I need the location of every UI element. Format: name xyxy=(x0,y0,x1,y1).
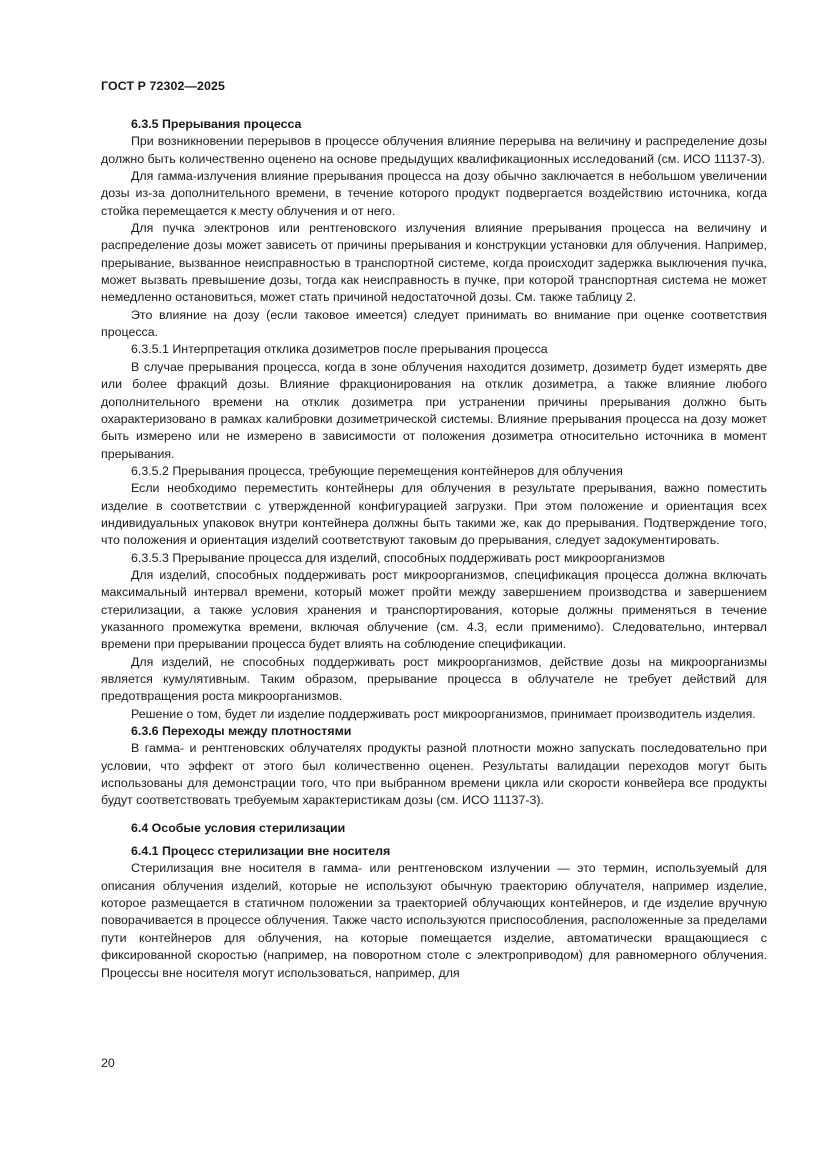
standard-id-header: ГОСТ Р 72302—2025 xyxy=(101,79,225,93)
paragraph: В гамма- и рентгеновских облучателях продукты разной плотности можно запускать последовательно при условии, что эффект от этого был количественно оценен. Результаты валидации переходов могут быть использованы для демонстрации того, что при выбранном времени цикла или скорости конвейера все продукты будут соответствовать требуемым характеристикам дозы (см. ИСО 11137-3). xyxy=(101,741,767,808)
paragraph: Для гамма-излучения влияние прерывания процесса на дозу обычно заключается в небольшом увеличении дозы из-за дополнительного времени, в течение которого продукт подвергается воздействию источника, когда стойка перемещается к месту облучения и от него. xyxy=(101,169,767,218)
subsection-heading-6-3-5-1: 6.3.5.1 Интерпретация отклика дозиметров после прерывания процесса xyxy=(131,342,548,357)
section-heading-6-4-1: 6.4.1 Процесс стерилизации вне носителя xyxy=(131,844,391,859)
paragraph: Решение о том, будет ли изделие поддерживать рост микроорганизмов, принимает производитель изделия. xyxy=(131,706,756,721)
paragraph: Для пучка электронов или рентгеновского излучения влияние прерывания процесса на величину и распределение дозы может зависеть от причины прерывания и конструкции установки для облучения. Например, прерывание, вызванное неисправностью в транспортной системе, когда происходит задержка выключения пучка, может вызвать превышение дозы, тогда как неисправность в пучке, при которой транспортная система не может немедленно остановиться, может стать причиной недостаточной дозы. См. также таблицу 2. xyxy=(101,221,767,305)
section-heading-6-3-6: 6.3.6 Переходы между плотностями xyxy=(131,724,352,739)
paragraph: Для изделий, не способных поддерживать рост микроорганизмов, действие дозы на микроорганизмы является кумулятивным. Таким образом, прерывание процесса в облучателе не требует действий для предотвращения роста микроорганизмов. xyxy=(101,654,767,704)
page-body xyxy=(101,116,767,982)
paragraph: Это влияние на дозу (если таковое имеется) следует принимать во внимание при оценке соответствия процесса. xyxy=(101,307,767,340)
paragraph: В случае прерывания процесса, когда в зоне облучения находится дозиметр, дозиметр будет измерять две или более фракций дозы. Влияние фракционирования на отклик дозиметра, а также влияние любого дополнительного времени на отклик дозиметра при устранении причины прерывания должно быть охарактеризовано в рамках калибровки дозиметрической системы. Влияние прерывания процесса на дозу может быть измерено или не измерено в зависимости от положения дозиметра относительно источника в момент прерывания. xyxy=(101,359,767,461)
subsection-heading-6-3-5-3: 6.3.5.3 Прерывание процесса для изделий, способных поддерживать рост микроорганизмов xyxy=(131,550,665,565)
section-heading-6-4: 6.4 Особые условия стерилизации xyxy=(131,820,346,835)
section-heading-6-3-5: 6.3.5 Прерывания процесса xyxy=(131,117,302,131)
paragraph: При возникновении перерывов в процессе облучения влияние перерыва на величину и распределение дозы должно быть количественно оценено на основе предыдущих квалификационных исследований (см. ИСО 11137-3). xyxy=(101,134,767,166)
subsection-heading-6-3-5-2: 6.3.5.2 Прерывания процесса, требующие перемещения контейнеров для облучения xyxy=(131,463,623,478)
paragraph: Если необходимо переместить контейнеры для облучения в результате прерывания, важно поместить изделие в соответствии с утвержденной конфигурацией загрузки. При этом положение и ориентация всех индивидуальных упаковок внутри контейнера должны быть такими же, как до прерывания. Подтверждение того, что положения и ориентация изделий соответствуют таковым до прерывания, следует задокументировать. xyxy=(101,481,767,548)
paragraph: Для изделий, способных поддерживать рост микроорганизмов, спецификация процесса должна включать максимальный интервал времени, который может пройти между завершением производства и завершением стерилизации, а также условия хранения и транспортирования, которые должны применяться в течение указанного промежутка времени, включая облучение (см. 4.3, если применимо). Следовательно, интервал времени при прерывании процесса будет влиять на соблюдение спецификации. xyxy=(101,567,767,652)
page-number: 20 xyxy=(101,1056,115,1070)
paragraph: Стерилизация вне носителя в гамма- или рентгеновском излучении — это термин, используемый для описания облучения изделий, которые не используют обычную траекторию облучателя, например изделие, которое размещается в статичном положении за траекторией облучающих контейнеров, и где изделие вручную поворачивается в процессе облучения. Также часто используются приспособления, расположенные за пределами пути контейнеров для облучения, на которые помещается изделие, автоматически вращающиеся с фиксированной скоростью (например, на поворотном столе с электроприводом) для равномерного облучения. Процессы вне носителя могут использоваться, например, для xyxy=(101,861,767,980)
